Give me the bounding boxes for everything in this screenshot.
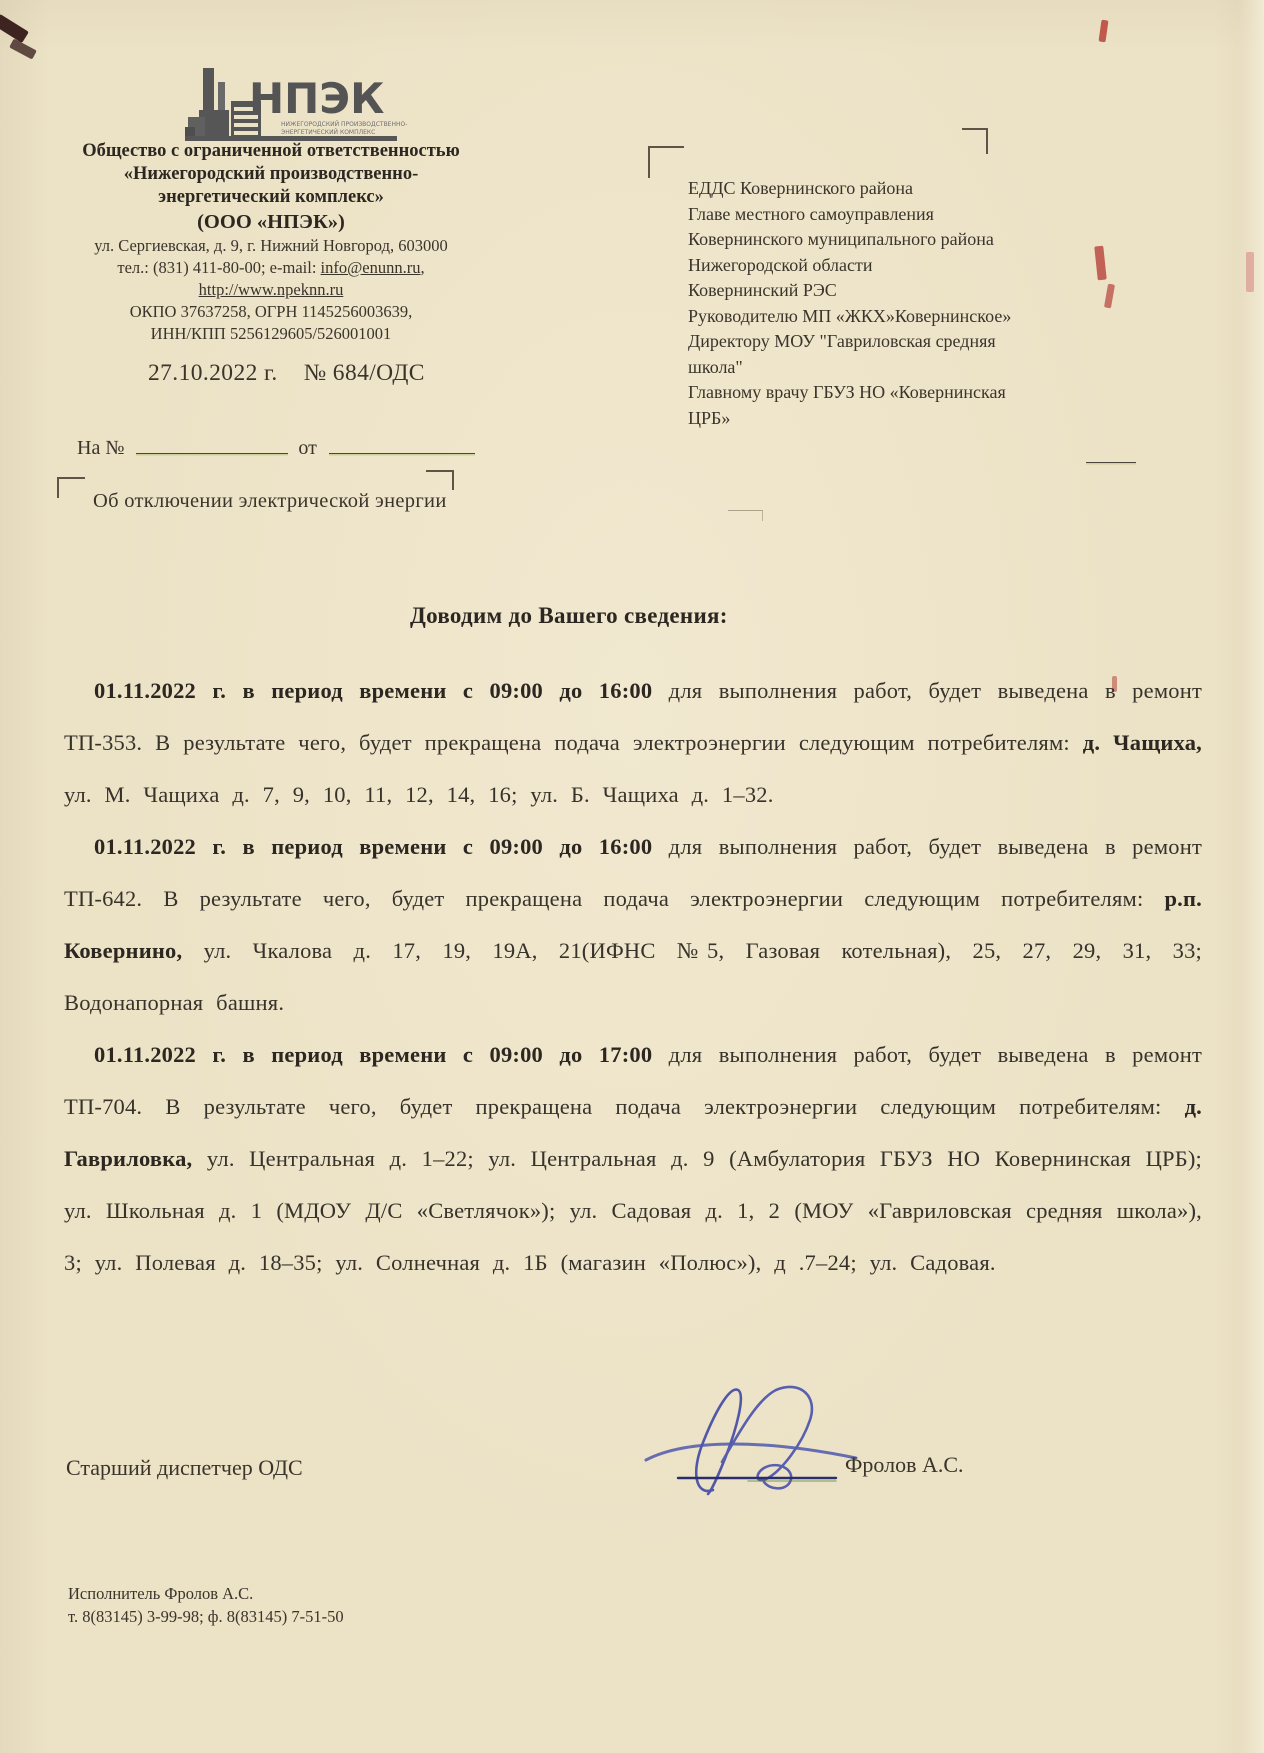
- doc-number: № 684/ОДС: [303, 360, 425, 386]
- body-paragraph-3: [64, 1029, 1202, 1289]
- body-text-segment: ул. М. Чащиха д. 7, 9, 10, 11, 12, 14, 16; ул. Б. Чащиха д. 1–32.: [64, 782, 774, 807]
- sender-org-line3: энергетический комплекс»: [158, 187, 384, 207]
- recipient-line: школа": [688, 356, 743, 377]
- body-text-segment: для выполнения работ, будет выведена в ремонт ТП-704. В результате чего, будет прекращена подача электроэнергии следующим потребителям:: [64, 1042, 1202, 1119]
- corner-ink-blot: [9, 38, 37, 59]
- address-zone-bracket-right: [962, 128, 988, 154]
- body-text-segment: ул. Центральная д. 1–22; ул. Центральная д. 9 (Амбулатория ГБУЗ НО Ковернинская ЦРБ); ул. Школьная д. 1 (МДОУ Д/С «Светлячок»); ул. Садовая д. 1, 2 (МОУ «Гавриловская средняя школа»), 3; ул. Полевая д. 18–35; ул. Солнечная д. 1Б (магазин «Полюс»), д .7–24; ул. Садовая.: [64, 1146, 1202, 1275]
- sender-inn-kpp: ИНН/КПП 5256129605/526001001: [150, 324, 392, 343]
- body-paragraph-1: [64, 665, 1202, 821]
- logo-tagline-line2: ЭНЕРГЕТИЧЕСКИЙ КОМПЛЕКС: [281, 129, 376, 136]
- recipient-line: Ковернинский РЭС: [688, 280, 837, 300]
- sender-short-name: (ООО «НПЭК»): [197, 211, 345, 233]
- company-logo: [185, 55, 415, 151]
- body-text-segment: для выполнения работ, будет выведена в ремонт ТП-642. В результате чего, будет прекращена подача электроэнергии следующим потребителям:: [64, 834, 1202, 911]
- handwritten-signature: [618, 1378, 868, 1503]
- recipient-line: Директору МОУ "Гавриловская средняя: [688, 331, 996, 351]
- body-text-segment: д. Гавриловка,: [64, 1094, 1202, 1171]
- body-text-segment: 01.11.2022 г. в период времени с 09:00 до 16:00: [94, 834, 653, 859]
- ref-label-ot: от: [298, 437, 317, 459]
- factory-building-icon: [185, 55, 415, 151]
- reference-line: [77, 437, 475, 460]
- ref-number-blank: [136, 438, 288, 454]
- sender-address: ул. Сергиевская, д. 9, г. Нижний Новгород, 603000: [94, 236, 448, 255]
- sender-org-line1: Общество с ограниченной ответственностью: [82, 141, 460, 161]
- doc-date-number: [148, 360, 425, 387]
- executor-name: Исполнитель Фролов А.С.: [68, 1584, 254, 1603]
- subject-line: Об отключении электрической энергии: [93, 490, 447, 512]
- body-heading: Доводим до Вашего сведения:: [410, 603, 728, 628]
- sender-email: info@enunn.ru: [320, 258, 421, 277]
- body-paragraph-2: [64, 821, 1202, 1029]
- scan-noise-mark: [728, 510, 763, 521]
- sender-contacts-comma: ,: [420, 258, 425, 277]
- ref-date-blank: [329, 438, 475, 454]
- ref-label-na: На №: [77, 437, 125, 459]
- sender-block: [55, 140, 487, 345]
- subject-zone-bracket-right: [426, 470, 454, 490]
- doc-date: 27.10.2022 г.: [148, 360, 278, 386]
- body-text-segment: ул. Чкалова д. 17, 19, 19А, 21(ИФНС №5, Газовая котельная), 25, 27, 29, 31, 33; Водонапорная башня.: [64, 938, 1202, 1015]
- red-edge-mark: [1099, 20, 1109, 43]
- recipients-block: [688, 176, 1018, 431]
- red-edge-mark: [1104, 284, 1115, 309]
- body-text-segment: для выполнения работ, будет выведена в ремонт ТП-353. В результате чего, будет прекращена подача электроэнергии следующим потребителям:: [64, 678, 1202, 755]
- logo-acronym: НПЭК: [249, 74, 385, 123]
- sender-okpo-ogrn: ОКПО 37637258, ОГРН 1145256003639,: [129, 302, 413, 321]
- sender-website: http://www.npeknn.ru: [198, 280, 344, 299]
- stray-blank-line: [1086, 450, 1136, 463]
- red-edge-mark: [1094, 246, 1107, 281]
- signer-title: Старший диспетчер ОДС: [66, 1455, 303, 1480]
- body-text-segment: 01.11.2022 г. в период времени с 09:00 до 16:00: [94, 678, 653, 703]
- logo-tagline-line1: НИЖЕГОРОДСКИЙ ПРОИЗВОДСТВЕННО-: [281, 121, 408, 128]
- subject-zone-bracket-left: [57, 477, 85, 498]
- recipient-line: Ковернинского муниципального района: [688, 229, 994, 249]
- body-text-segment: д. Чащиха,: [1082, 730, 1203, 755]
- recipient-line: Главному врачу ГБУЗ НО «Ковернинская: [688, 382, 1006, 402]
- recipient-line: Руководителю МП «ЖКХ»Ковернинское»: [688, 305, 1012, 326]
- executor-block: [68, 1582, 344, 1628]
- executor-phone: т. 8(83145) 3-99-98; ф. 8(83145) 7-51-50: [68, 1607, 344, 1626]
- body-text: [64, 665, 1202, 1289]
- sender-phone: тел.: (831) 411-80-00; e-mail:: [117, 258, 321, 277]
- recipient-line: Нижегородской области: [688, 254, 873, 275]
- body-text-segment: р.п. Ковернино,: [64, 886, 1202, 963]
- sender-contacts: [55, 257, 487, 279]
- address-zone-bracket-left: [648, 146, 684, 178]
- recipient-line: ЕДДС Ковернинского района: [688, 178, 913, 198]
- recipient-line: ЦРБ»: [688, 407, 731, 428]
- recipient-line: Главе местного самоуправления: [688, 203, 934, 224]
- sender-org-line2: «Нижегородский производственно-: [123, 164, 419, 184]
- body-text-segment: 01.11.2022 г. в период времени с 09:00 до 17:00: [94, 1042, 653, 1067]
- red-edge-smudge: [1246, 252, 1254, 292]
- signer-name: Фролов А.С.: [845, 1452, 964, 1477]
